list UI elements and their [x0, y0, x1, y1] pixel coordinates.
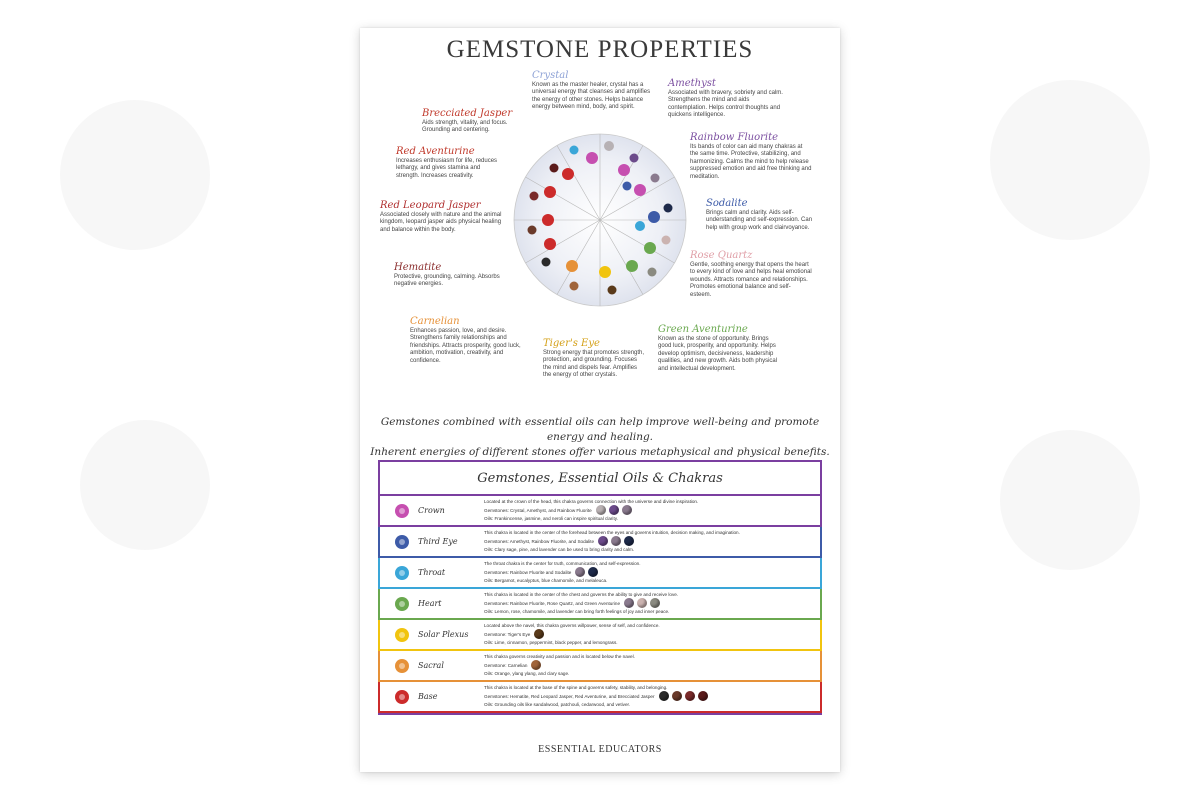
chakra-details — [480, 496, 820, 525]
chakra-label — [380, 496, 480, 525]
chakra-stones — [534, 629, 547, 639]
gem-name: Brecciated Jasper — [422, 108, 513, 119]
chakra-description: Located above the navel, this chakra governs willpower, sense of self, and confidence. — [484, 623, 660, 628]
chakra-description: This chakra is located in the center of the forehead between the eyes and governs intuition, decision making, and imagination. — [484, 530, 740, 535]
gem-name: Hematite — [394, 262, 442, 273]
chakra-gemstones-text: Gemstones: Hematite, Red Leopard Jasper, Red Aventurine, and Brecciated Jasper — [484, 693, 655, 699]
poster — [360, 28, 840, 772]
chakra-row — [378, 558, 822, 589]
stone-hematite — [542, 258, 551, 267]
chakra-oils: Oils: Frankincense, jasmine, and neroli can inspire spiritual clarity. — [484, 516, 618, 521]
chakra-symbol-icon — [394, 689, 410, 705]
chakra-gemstones-text: Gemstones: Crystal, Amethyst, and Rainbow Fluorite — [484, 507, 592, 513]
chakra-details — [480, 527, 820, 556]
chakra-symbol-icon — [394, 627, 410, 643]
chakra-row — [378, 527, 822, 558]
gem-red-leopard-jasper — [380, 200, 502, 234]
chakra-details — [480, 651, 820, 680]
chakra-description: This chakra is located in the center of the chest and governs the ability to give and receive love. — [484, 592, 679, 597]
stone-swatch — [534, 629, 544, 639]
gem-description: Aids strength, vitality, and focus. Grounding and centering. — [422, 120, 508, 134]
gem-name: Red Aventurine — [396, 146, 475, 157]
chakra-symbol-icon — [399, 694, 405, 700]
chakra-label — [380, 682, 480, 711]
gem-rainbow-fluorite — [690, 132, 812, 181]
gem-name: Sodalite — [706, 198, 748, 209]
table-title: Gemstones, Essential Oils & Chakras — [380, 462, 820, 496]
chakra-symbol-icon — [394, 534, 410, 550]
gem-hematite — [394, 262, 504, 289]
base-symbol — [544, 238, 556, 250]
chakra-oils: Oils: Orange, ylang ylang, and clary sage. — [484, 671, 570, 676]
stone-swatch — [659, 691, 669, 701]
stone-amethyst — [630, 154, 639, 163]
base-symbol — [562, 168, 574, 180]
gem-brecciated-jasper — [422, 108, 530, 135]
crown-symbol — [618, 164, 630, 176]
gem-name: Crystal — [532, 70, 569, 81]
stone-swatch — [637, 598, 647, 608]
chakra-oils: Oils: Lime, cinnamon, peppermint, black pepper, and lemongrass. — [484, 640, 618, 645]
chakra-symbol-icon — [399, 632, 405, 638]
heart-symbol — [626, 260, 638, 272]
chakra-details — [480, 589, 820, 618]
chakra-symbol-icon — [399, 663, 405, 669]
chakra-row — [378, 682, 822, 713]
stone-swatch — [685, 691, 695, 701]
page-title: GEMSTONE PROPERTIES — [446, 36, 754, 63]
chakra-row — [378, 620, 822, 651]
stone-leopard-jasper — [528, 226, 537, 235]
base-symbol — [544, 186, 556, 198]
stone-carnelian — [570, 282, 579, 291]
brand-footer: ESSENTIAL EDUCATORS — [538, 744, 662, 755]
throat-symbol — [570, 146, 579, 155]
chakra-description: This chakra governs creativity and passion and is located below the navel. — [484, 654, 635, 659]
chakra-name: Crown — [418, 506, 445, 515]
gemstone-wheel — [512, 132, 688, 308]
stone-sodalite — [664, 204, 673, 213]
stone-crystal — [604, 141, 614, 151]
gem-name: Green Aventurine — [658, 324, 748, 335]
sacral-symbol — [566, 260, 578, 272]
chakra-description: Located at the crown of the head, this chakra governs connection with the universe and divine inspiration. — [484, 499, 699, 504]
chakra-row — [378, 496, 822, 527]
gem-sodalite — [706, 198, 814, 232]
gem-description: Known as the master healer, crystal has a universal energy that cleanses and amplifies the energy of other stones. Helps balance energy between mind, body, and spirit. — [532, 82, 651, 111]
chakra-symbol-icon — [394, 503, 410, 519]
chakra-gemstones — [484, 536, 816, 546]
gem-name: Carnelian — [410, 316, 460, 327]
chakra-label — [380, 620, 480, 649]
chakra-stones — [596, 505, 635, 515]
chakra-label — [380, 651, 480, 680]
chakra-symbol-icon — [399, 570, 405, 576]
chakra-gemstones — [484, 598, 816, 608]
chakra-label — [380, 589, 480, 618]
gem-description: Strong energy that promotes strength, protection, and grounding. Focuses the mind and dispels fear. Amplifies the energy of other crystals. — [543, 350, 645, 379]
chakra-label — [380, 558, 480, 587]
chakra-name: Throat — [418, 568, 446, 577]
gem-name: Red Leopard Jasper — [380, 200, 481, 211]
chakra-details — [480, 558, 820, 587]
gem-description: Enhances passion, love, and desire. Strengthens family relationships and friendships. Attracts prosperity, good luck, ambition, motivation, creativity, and confidence. — [410, 328, 521, 364]
stone-swatch — [698, 691, 708, 701]
chakra-gemstones-text: Gemstones: Amethyst, Rainbow Fluorite, and Sodalite — [484, 538, 595, 544]
gem-green-aventurine — [658, 324, 782, 373]
stone-swatch — [575, 567, 585, 577]
chakra-gemstones — [484, 567, 816, 577]
chakra-stones — [659, 691, 711, 701]
chakra-stones — [624, 598, 663, 608]
stone-swatch — [624, 598, 634, 608]
gem-carnelian — [410, 316, 530, 365]
chakra-name: Sacral — [418, 661, 444, 670]
chakra-gemstones-text: Gemstones: Rainbow Fluorite and Sodalite — [484, 569, 572, 575]
chakra-stones — [531, 660, 544, 670]
gem-rose-quartz — [690, 250, 812, 299]
tagline — [370, 415, 830, 460]
chakra-symbol-icon — [399, 508, 405, 514]
stone-green-aventurine — [648, 268, 657, 277]
chakra-description: The throat chakra is the center for truth, communication, and self-expression. — [484, 561, 641, 566]
gem-red-aventurine — [396, 146, 504, 180]
crown-symbol — [586, 152, 598, 164]
chakra-gemstones — [484, 505, 816, 515]
chakra-details — [480, 682, 820, 711]
chakra-rows — [380, 496, 820, 713]
stone-swatch — [650, 598, 660, 608]
chakra-oils: Oils: Clary sage, pine, and lavender can be used to bring clarity and calm. — [484, 547, 635, 552]
chakra-oils: Oils: Bergamot, eucalyptus, blue chamomile, and melaleuca. — [484, 578, 608, 583]
chakra-oils: Oils: Lemon, rose, chamomile, and lavender can bring forth feelings of joy and inner peace. — [484, 609, 670, 614]
chakra-description: This chakra is located at the base of the spine and governs safety, stability, and belonging. — [484, 685, 668, 690]
chakra-gemstones — [484, 691, 816, 701]
background-decoration — [1000, 430, 1140, 570]
stone-swatch — [531, 660, 541, 670]
gem-name: Rainbow Fluorite — [690, 132, 779, 143]
throat-symbol — [635, 221, 645, 231]
gem-name: Amethyst — [668, 78, 716, 89]
tagline-line-1: Gemstones combined with essential oils can help improve well-being and promote energy and healing. — [380, 416, 820, 443]
heart-symbol — [644, 242, 656, 254]
stone-swatch — [624, 536, 634, 546]
stone-red-aventurine — [530, 192, 539, 201]
chakra-symbol-icon — [394, 565, 410, 581]
stone-rose-quartz — [662, 236, 671, 245]
chakra-symbol-icon — [394, 596, 410, 612]
chakra-row — [378, 589, 822, 620]
chakra-row — [378, 651, 822, 682]
gem-description: Associated with bravery, sobriety and calm. Strengthens the mind and aids contemplation. Helps control thoughts and quickens intelligence. — [668, 90, 783, 119]
gem-name: Rose Quartz — [690, 250, 753, 261]
stone-swatch — [672, 691, 682, 701]
chakra-name: Solar Plexus — [418, 630, 469, 639]
background-decoration — [80, 420, 210, 550]
chakra-name: Base — [418, 692, 438, 701]
chakra-gemstones-text: Gemstone: Tiger's Eye — [484, 631, 531, 637]
gem-description: Known as the stone of opportunity. Brings good luck, prosperity, and opportunity. Helps develop optimism, decisiveness, leadership qualities, and new growth. Aids both physical and intellectual development. — [658, 336, 778, 372]
stone-swatch — [598, 536, 608, 546]
gem-name: Tiger's Eye — [543, 338, 600, 349]
gem-description: Its bands of color can aid many chakras at the same time. Protective, stabilizing, and harmonizing. Calms the mind to help release suppressed emotion and aid free thinking and meditation. — [690, 144, 812, 180]
chakra-name: Third Eye — [418, 537, 458, 546]
background-decoration — [60, 100, 210, 250]
gem-description: Brings calm and clarity. Aids self-understanding and self-expression. Can help with group work and clairvoyance. — [706, 210, 813, 231]
chakra-label — [380, 527, 480, 556]
chakra-oils: Oils: Grounding oils like sandalwood, patchouli, cedarwood, and vetiver. — [484, 702, 631, 707]
chakra-gemstones — [484, 629, 816, 639]
stone-swatch — [611, 536, 621, 546]
stone-swatch — [596, 505, 606, 515]
chakra-gemstones-text: Gemstone: Carnelian — [484, 662, 528, 668]
chakra-symbol-icon — [399, 539, 405, 545]
chakra-details — [480, 620, 820, 649]
stone-brecciated-jasper — [550, 164, 559, 173]
chakra-name: Heart — [418, 599, 442, 608]
gem-description: Associated closely with nature and the animal kingdom, leopard jasper aids physical healing and balance within the body. — [380, 212, 502, 233]
gem-description: Gentle, soothing energy that opens the heart to every kind of love and helps heal emotional wounds. Attracts romance and relationships. Promotes emotional balance and self-esteem. — [690, 262, 812, 298]
stone-fluorite — [651, 174, 660, 183]
chakra-gemstones — [484, 660, 816, 670]
crown-symbol — [634, 184, 646, 196]
chakra-table — [378, 460, 822, 715]
gem-tigers-eye — [543, 338, 647, 380]
base-symbol — [542, 214, 554, 226]
stone-tigers-eye — [608, 286, 617, 295]
stone-swatch — [609, 505, 619, 515]
chakra-symbol-icon — [399, 601, 405, 607]
third-eye-symbol — [648, 211, 660, 223]
tagline-line-2: Inherent energies of different stones offer various metaphysical and physical benefits. — [370, 446, 830, 458]
gem-amethyst — [668, 78, 786, 120]
stone-swatch — [622, 505, 632, 515]
stone-swatch — [588, 567, 598, 577]
solar-plexus-symbol — [599, 266, 611, 278]
background-decoration — [990, 80, 1150, 240]
gem-crystal — [532, 70, 652, 112]
chakra-stones — [598, 536, 637, 546]
third-eye-symbol — [623, 182, 632, 191]
chakra-gemstones-text: Gemstones: Rainbow Fluorite, Rose Quartz, and Green Aventurine — [484, 600, 621, 606]
gem-description: Increases enthusiasm for life, reduces lethargy, and gives stamina and strength. Increases creativity. — [396, 158, 498, 179]
chakra-stones — [575, 567, 601, 577]
chakra-symbol-icon — [394, 658, 410, 674]
gem-description: Protective, grounding, calming. Absorbs negative energies. — [394, 274, 500, 288]
